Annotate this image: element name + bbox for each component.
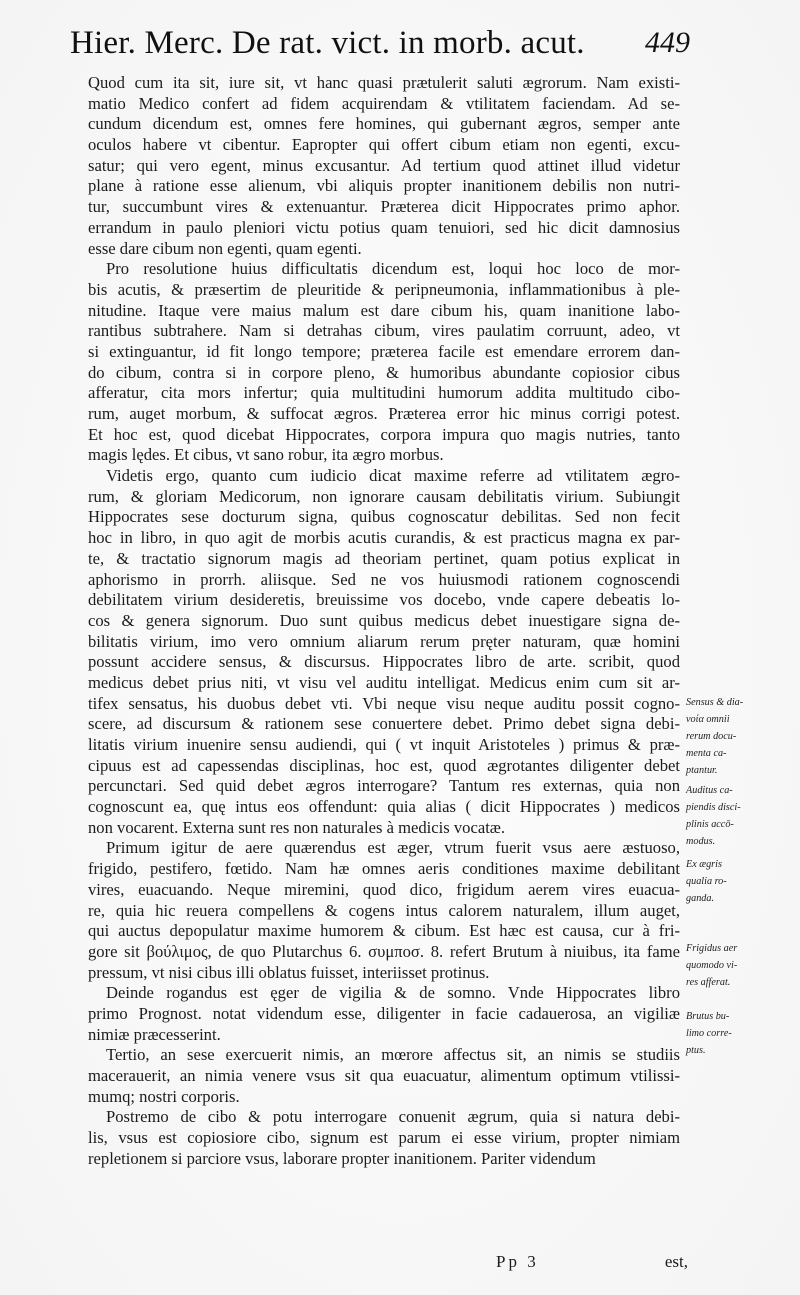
text-line: esse dare cibum non egenti, quam egenti. — [88, 238, 362, 258]
main-text-column — [88, 73, 680, 1169]
text-line: tur, succumbunt vires & extenuantur. Præterea dicit Hippocrates primo aphor. — [88, 197, 680, 217]
text-line: mumq; nostri corporis. — [88, 1086, 240, 1106]
paragraph — [88, 73, 680, 259]
margin-note-line: νοία omnii — [686, 714, 730, 725]
margin-note — [686, 694, 796, 779]
text-line: Quod cum ita sit, iure sit, vt hanc quasi prætulerit saluti ægrorum. Nam existi- — [88, 73, 680, 92]
text-line: macerauerit, an nimia venere vsus sit qua euacuatur, alimentum optimum vtilissi- — [88, 1066, 680, 1085]
margin-note — [686, 782, 796, 850]
paragraph — [88, 259, 680, 466]
margin-note-line: piendis disci- — [686, 802, 741, 813]
text-line: scere, ad discursum & rationem sese conuertere debet. Primo debet signa debi- — [88, 714, 680, 734]
text-line: re, quia hic reuera compellens & cogens intus calorem naturalem, illum auget, — [88, 900, 680, 920]
text-line: te, & tractatio signorum magis ad theoriam pertinet, quam potius explicat in — [88, 548, 680, 568]
text-line: pressum, vt nisi cibus illi oblatus fuisset, interiisset protinus. — [88, 962, 490, 982]
paragraph — [88, 466, 680, 838]
text-line: Hippocrates sese docturum signa, quibus cognoscatur debilitas. Sed non fecit — [88, 507, 680, 527]
text-line: Pro resolutione huius difficultatis dicendum est, loqui hoc loco de mor- — [106, 259, 680, 279]
paragraph — [88, 983, 680, 1045]
text-line: satur; qui vero egent, minus excusantur. Ad tertium quod attinet illud videtur — [88, 155, 680, 175]
margin-note-line: ptus. — [686, 1045, 706, 1056]
text-line: frigido, pestifero, fœtido. Nam hæ omnes aeris conditiones maxime debilitant — [88, 859, 680, 879]
text-line: cundum dicendum est, omnes fere homines, qui gubernant ægros, semper ante — [88, 114, 680, 134]
paragraph — [88, 838, 680, 983]
paragraph — [88, 1045, 680, 1107]
margin-note-line: Auditus ca- — [686, 785, 733, 796]
text-line: Deinde rogandus est ęger de vigilia & de somno. Vnde Hippocrates libro — [106, 983, 680, 1003]
text-line: hoc in libro, in quo agit de morbis acutis curandis, & est practicus magna ex par- — [88, 528, 680, 548]
text-line: cipuus est ad capessendas disciplinas, hoc est, quod ægrotantes diligenter debet — [88, 755, 680, 775]
text-line: bis acutis, & præsertim de pleuritide & peripneumonia, inflammationibus à ple- — [88, 279, 680, 299]
paragraph — [88, 1107, 680, 1169]
text-line: rum, & gloriam Medicorum, non ignorare causam debilitatis virium. Subiungit — [88, 486, 680, 506]
margin-note-line: Brutus bu- — [686, 1011, 730, 1022]
text-line: Primum igitur de aere quærendus est æger, vtrum fuerit vsus aere æstuoso, — [106, 838, 680, 858]
margin-note-line: ptantur. — [686, 765, 718, 776]
text-line: plane à ratione esse alienum, vbi aliquis propter inanitionem debilis non nutri- — [88, 176, 680, 196]
text-line: debilitatem virium desideretis, breuissime vos docebo, vnde capere debeatis lo- — [88, 590, 680, 610]
text-line: cognoscunt ea, quę intus eos offendunt: quia alias ( dicit Hippocrates ) medicos — [88, 797, 680, 817]
text-line: lis, vsus est copiosiore cibo, signum est parum ei esse virium, propter nimiam — [88, 1128, 680, 1148]
text-line: rum, auget morbum, & suffocat ægros. Præterea error hic minus corrigi potest. — [88, 404, 680, 423]
page-number: 449 — [645, 26, 690, 59]
text-line: litatis virium inuenire sensu audiendi, qui ( vt inquit Aristoteles ) primus & præ- — [88, 735, 680, 754]
text-line: Videtis ergo, quanto cum iudicio dicat maxime referre ad vtilitatem ægro- — [106, 466, 680, 486]
margin-note-line: qualia ro- — [686, 876, 727, 887]
text-line: afferatur, cita mors infertur; quia multitudini humorum addita multitudo cibo- — [88, 383, 680, 403]
text-line: vires, euacuando. Neque miremini, quod dico, frigidum aerem vires euacua- — [88, 879, 680, 899]
text-line: percunctari. Sed quid debet ægros interrogare? Tantum res externas, quia non — [88, 776, 680, 796]
margin-note-line: Frigidus aer — [686, 943, 738, 954]
margin-note — [686, 940, 796, 991]
page-header — [70, 18, 690, 70]
text-line: cos & genera signorum. Duo sunt quibus medicus debet inuestigare signa de- — [88, 610, 680, 630]
page-footer — [478, 1246, 688, 1286]
text-line: primo Prognost. notat videndum esse, diligenter in facie cadauerosa, an vigiliæ — [88, 1003, 680, 1023]
text-line: aphorismo in prorrh. aliisque. Sed ne vos huiusmodi rationem cognoscendi — [88, 569, 680, 589]
text-line: medicus debet prius niti, vt visu vel auditu intelligat. Medicus enim cum sit ar- — [88, 672, 680, 692]
margin-note — [686, 1008, 796, 1059]
margin-note — [686, 856, 796, 907]
margin-note-line: limo corre- — [686, 1028, 732, 1039]
text-line: qui auctus depopulatur maxime humorem & cibum. Est hæc est causa, cur à fri- — [88, 921, 680, 941]
text-line: errandum in paulo pleniori victu potius quam tenuiori, sed hic dicit damnosius — [88, 217, 680, 237]
text-line: do cibum, contra si in corpore pleno, & humoribus abundante copiosior cibus — [88, 362, 680, 382]
catchword: est, — [664, 1252, 688, 1271]
margin-note-line: menta ca- — [686, 748, 727, 759]
margin-note-line: quomodo vi- — [686, 960, 738, 971]
running-head: Hier. Merc. De rat. vict. in morb. acut. — [70, 25, 585, 61]
text-line: nitudine. Itaque vere maius malum est dare cibum his, quam inanitione labo- — [88, 300, 680, 320]
text-line: nimiæ præcesserint. — [88, 1024, 221, 1044]
text-line: si extinguantur, id fit longo tempore; præterea facile est emendare errorem dan- — [88, 341, 680, 361]
text-line: oculos habere vt cibentur. Eapropter qui offert cibum etiam non egenti, excu- — [88, 135, 680, 155]
text-line: Et hoc est, quod dicebat Hippocrates, corpora impura quo magis nutries, tanto — [88, 424, 680, 444]
text-line: non vocarent. Externa sunt res non naturales à medicis vocatæ. — [88, 817, 506, 837]
margin-note-line: modus. — [686, 836, 716, 847]
text-line: matio Medico confert ad fidem acquirendam & vtilitatem faciendam. Ad se- — [88, 93, 680, 113]
margin-note-line: ganda. — [686, 893, 715, 904]
text-line: tifex sensatus, his duobus debet vti. Vbi neque visu neque auditu possit cogno- — [88, 693, 680, 713]
text-line: gore sit βούλιμος, de quo Plutarchus 6. συμποσ. 8. refert Brutum à niuibus, ita fame — [88, 941, 680, 961]
margin-note-line: Ex ægris — [686, 859, 722, 870]
margin-note-line: plinis accō- — [686, 819, 734, 830]
margin-note-line: rerum docu- — [686, 731, 737, 742]
text-line: rantibus subtrahere. Nam si detrahas cibum, vires paulatim corruunt, adeo, vt — [88, 321, 680, 341]
text-line: possunt accidere sensus, & discursus. Hippocrates libro de arte. scribit, quod — [88, 652, 680, 672]
text-line: Postremo de cibo & potu interrogare conuenit ægrum, quia si natura debi- — [106, 1107, 680, 1127]
margin-note-line: Sensus & dia- — [686, 697, 744, 708]
text-line: bilitatis virium, imo vero omnium aliarum rerum pręter naturam, quæ homini — [88, 631, 680, 651]
text-line: repletionem si parciore vsus, laborare propter inanitionem. Pariter videndum — [88, 1148, 596, 1168]
text-line: magis lędes. Et cibus, vt sano robur, ita ægro morbus. — [88, 445, 444, 465]
margin-note-line: res afferat. — [686, 977, 731, 988]
signature-mark: Pp 3 — [496, 1252, 539, 1271]
text-line: Tertio, an sese exercuerit nimis, an mœrore affectus sit, an nimis se studiis — [106, 1045, 680, 1065]
